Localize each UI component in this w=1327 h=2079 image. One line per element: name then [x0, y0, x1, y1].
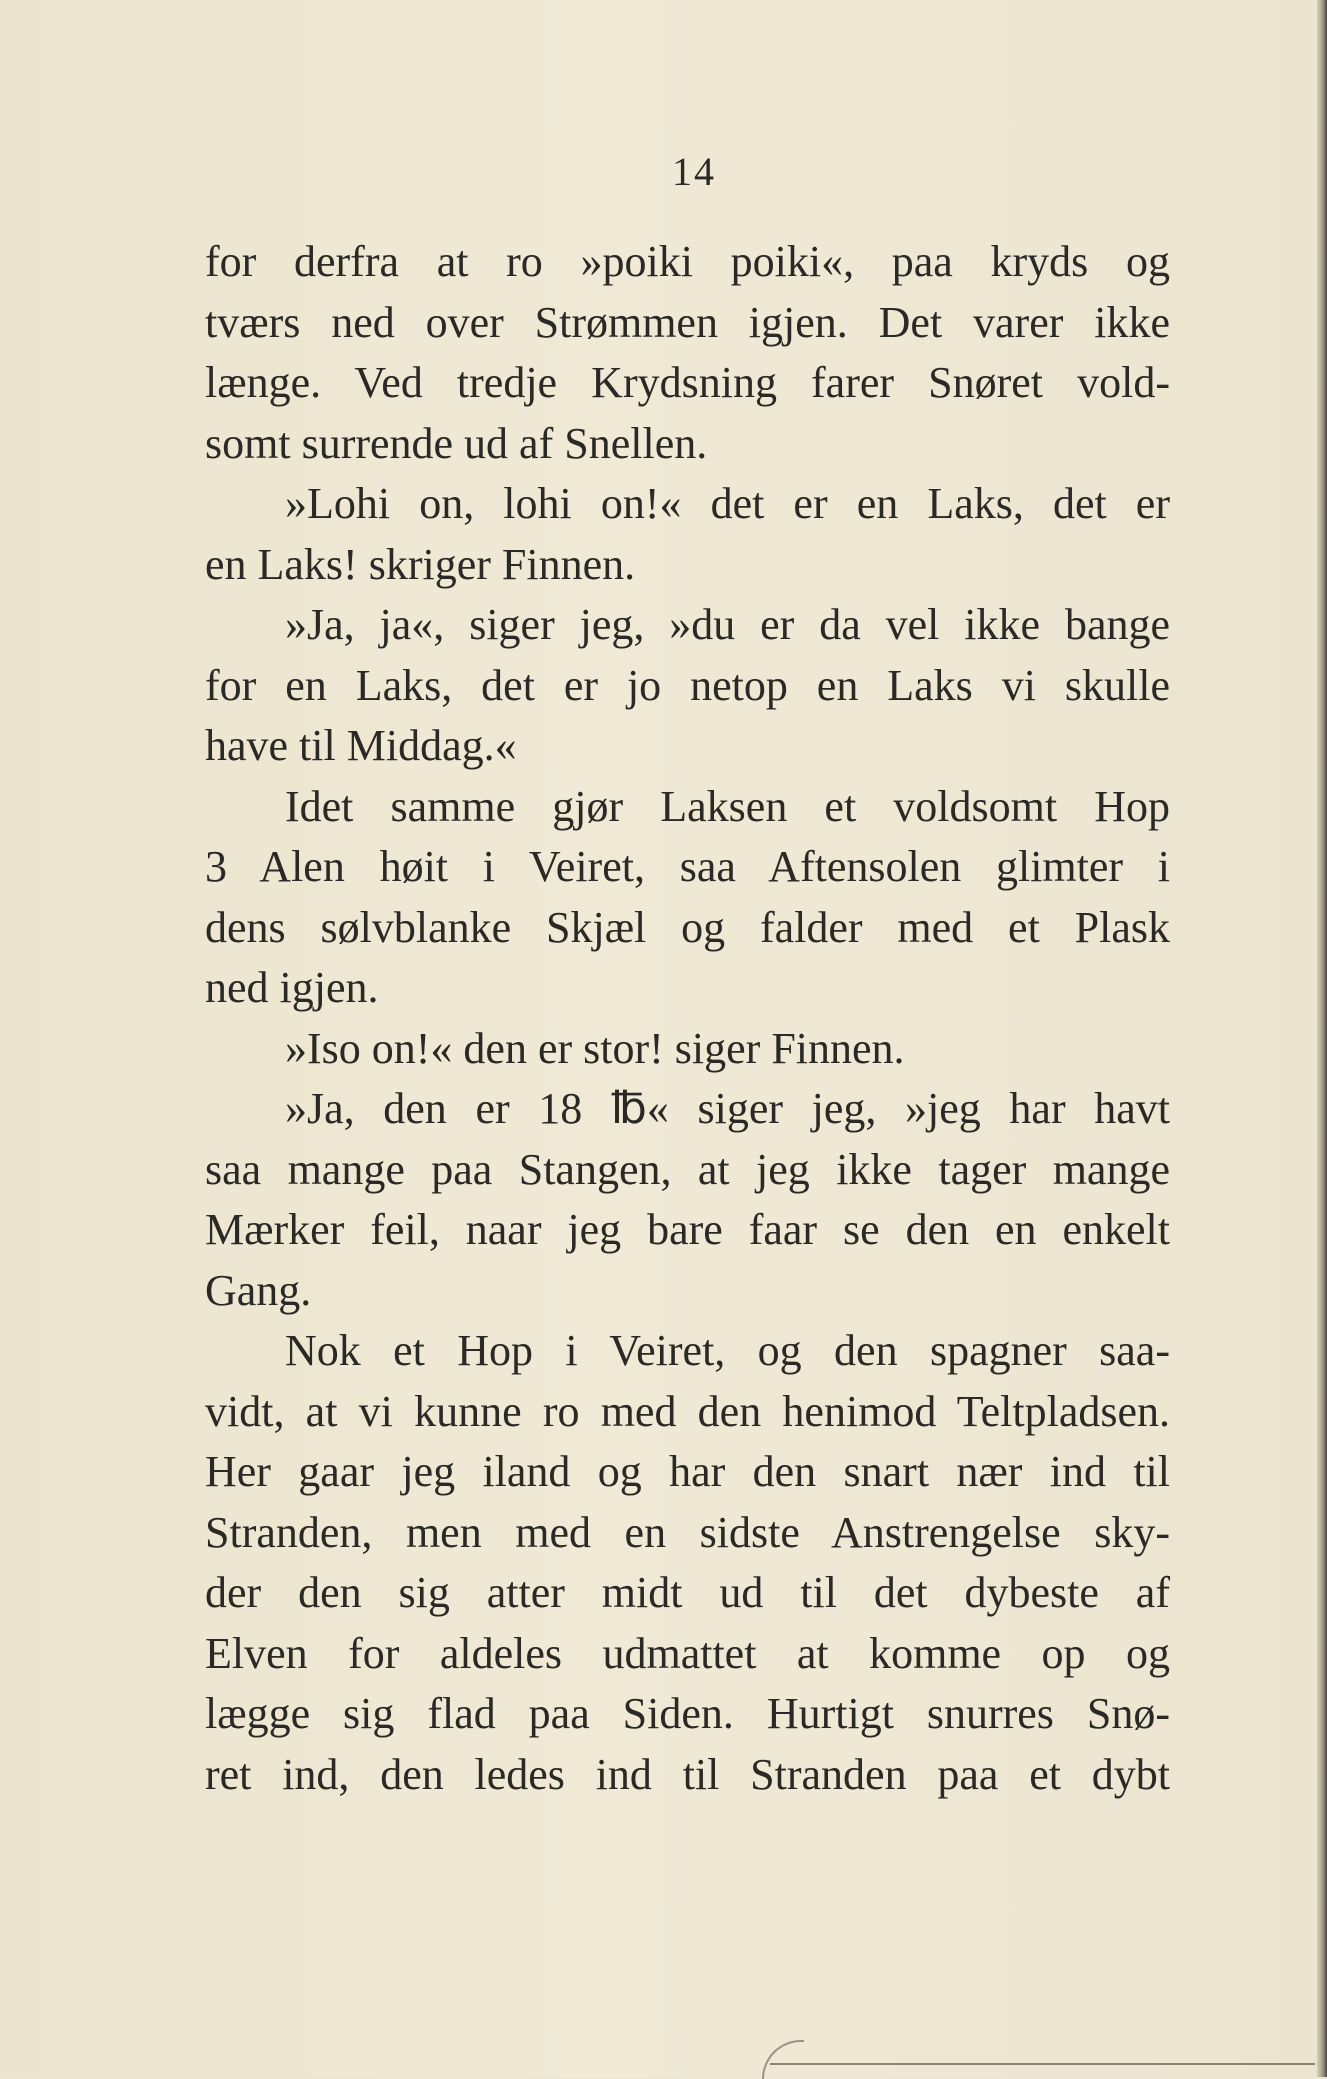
text-line: Her gaar jeg iland og har den snart nær ind til — [205, 1447, 1170, 1496]
text-line: vidt, at vi kunne ro med den henimod Teltpladsen. — [205, 1386, 1170, 1436]
body-text — [205, 232, 1170, 1805]
text-line: lægge sig flad paa Siden. Hurtigt snurres Snø- — [205, 1689, 1170, 1738]
page-number: 14 — [672, 149, 716, 194]
text-line: 3 Alen høit i Veiret, saa Aftensolen glimter i — [205, 842, 1170, 891]
text-line: tværs ned over Strømmen igjen. Det varer ikke — [205, 297, 1170, 347]
text-line: saa mange paa Stangen, at jeg ikke tager mange — [205, 1144, 1170, 1194]
text-line: Idet samme gjør Laksen et voldsomt Hop — [285, 781, 1170, 831]
text-line: »Ja, ja«, siger jeg, »du er da vel ikke bange — [285, 600, 1170, 649]
page-edge — [1317, 0, 1327, 2077]
text-line: for derfra at ro »poiki poiki«, paa kryds og — [205, 237, 1170, 286]
binding-mark — [762, 2040, 804, 2079]
text-line: Elven for aldeles udmattet at komme op og — [205, 1628, 1170, 1678]
text-line: »Ja, den er 18 ℔« siger jeg, »jeg har havt — [285, 1084, 1170, 1133]
text-line: »Iso on!« den er stor! siger Finnen. — [285, 1023, 905, 1073]
text-line: ned igjen. — [205, 963, 379, 1012]
text-line: Stranden, men med en sidste Anstrengelse sky- — [205, 1507, 1170, 1557]
text-line: Mærker feil, naar jeg bare faar se den en enkelt — [205, 1205, 1170, 1254]
text-line: have til Middag.« — [205, 721, 517, 770]
text-line: ret ind, den ledes ind til Stranden paa et dybt — [205, 1749, 1170, 1799]
text-line: længe. Ved tredje Krydsning farer Snøret vold- — [205, 358, 1170, 407]
text-line: Gang. — [205, 1265, 312, 1315]
text-line: dens sølvblanke Skjæl og falder med et Plask — [205, 902, 1170, 952]
text-line: »Lohi on, lohi on!« det er en Laks, det er — [285, 479, 1170, 528]
text-line: Nok et Hop i Veiret, og den spagner saa- — [285, 1326, 1170, 1375]
text-line: der den sig atter midt ud til det dybeste af — [205, 1568, 1170, 1617]
text-line: en Laks! skriger Finnen. — [205, 539, 636, 589]
bottom-rule — [770, 2063, 1315, 2065]
text-line: somt surrende ud af Snellen. — [205, 418, 708, 468]
text-line: for en Laks, det er jo netop en Laks vi skulle — [205, 660, 1170, 710]
